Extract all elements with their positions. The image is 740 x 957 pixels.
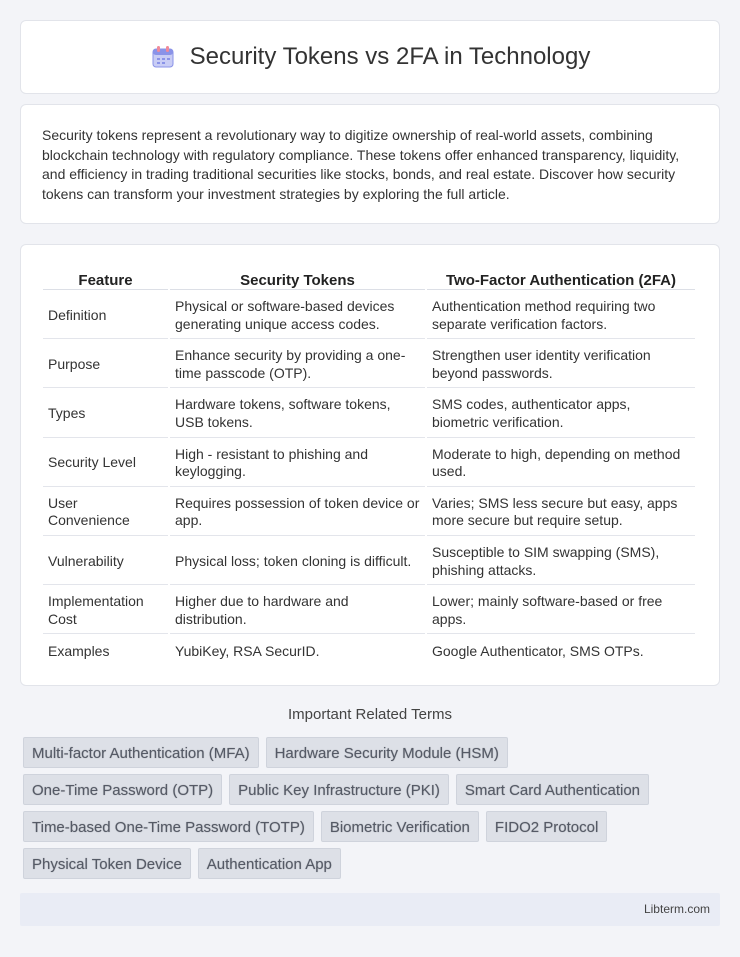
related-term-tag[interactable]: FIDO2 Protocol [486, 811, 607, 842]
feature-cell: Purpose [43, 341, 168, 388]
related-terms-list [23, 737, 713, 885]
feature-cell: Definition [43, 292, 168, 339]
table-row [43, 636, 695, 665]
security-tokens-cell: Enhance security by providing a one-time passcode (OTP). [170, 341, 425, 388]
intro-section [20, 104, 720, 224]
column-header-feature: Feature [43, 269, 168, 290]
related-terms-heading: Important Related Terms [288, 706, 452, 723]
calendar-icon [150, 44, 176, 70]
related-term-tag[interactable]: One-Time Password (OTP) [23, 774, 222, 805]
table-row [43, 440, 695, 487]
comparison-table-card [20, 244, 720, 686]
2fa-cell: Google Authenticator, SMS OTPs. [432, 642, 644, 659]
related-term-tag[interactable]: Smart Card Authentication [456, 774, 649, 805]
table-row [43, 538, 695, 585]
security-tokens-cell: Physical loss; token cloning is difficult. [170, 538, 425, 585]
feature-cell: Types [43, 390, 168, 437]
related-term-tag[interactable]: Physical Token Device [23, 848, 191, 879]
security-tokens-cell: Requires possession of token device or app. [170, 489, 425, 536]
table-row [43, 292, 695, 339]
2fa-cell: Lower; mainly software-based or free apps. [427, 587, 695, 634]
2fa-cell: Moderate to high, depending on method used. [427, 440, 695, 487]
2fa-cell: Strengthen user identity verification beyond passwords. [427, 341, 695, 388]
feature-cell: Vulnerability [43, 538, 168, 585]
security-tokens-cell: YubiKey, RSA SecurID. [175, 642, 320, 659]
2fa-cell: Authentication method requiring two separate verification factors. [427, 292, 695, 339]
2fa-cell: Susceptible to SIM swapping (SMS), phishing attacks. [427, 538, 695, 585]
page-title: Security Tokens vs 2FA in Technology [189, 43, 591, 70]
feature-cell: Security Level [43, 440, 168, 487]
related-term-tag[interactable]: Multi-factor Authentication (MFA) [23, 737, 259, 768]
related-term-tag[interactable]: Authentication App [198, 848, 341, 879]
related-term-tag[interactable]: Biometric Verification [321, 811, 479, 842]
security-tokens-cell: Physical or software-based devices generating unique access codes. [170, 292, 425, 339]
page-header [20, 20, 720, 94]
security-tokens-cell: Hardware tokens, software tokens, USB tokens. [170, 390, 425, 437]
feature-cell: User Convenience [43, 489, 168, 536]
security-tokens-cell: High - resistant to phishing and keylogging. [170, 440, 425, 487]
feature-cell: Examples [48, 642, 110, 659]
related-term-tag[interactable]: Hardware Security Module (HSM) [266, 737, 508, 768]
comparison-table [41, 267, 697, 667]
2fa-cell: SMS codes, authenticator apps, biometric verification. [427, 390, 695, 437]
table-row [43, 390, 695, 437]
footer [20, 893, 720, 926]
column-header-security-tokens: Security Tokens [170, 269, 425, 290]
related-term-tag[interactable]: Time-based One-Time Password (TOTP) [23, 811, 314, 842]
column-header-2fa: Two-Factor Authentication (2FA) [427, 269, 695, 290]
table-header-row [43, 269, 695, 290]
2fa-cell: Varies; SMS less secure but easy, apps more secure but require setup. [427, 489, 695, 536]
footer-site-link[interactable]: Libterm.com [643, 902, 710, 916]
related-term-tag[interactable]: Public Key Infrastructure (PKI) [229, 774, 449, 805]
intro-text: Security tokens represent a revolutionary way to digitize ownership of real-world assets, combining blockchain technology with regulatory compliance. These tokens offer enhanced transparency, liquidity, and efficiency in trading traditional securities like stocks, bonds, and real estate. Discover how security tokens can transform your investment strategies by exploring the full article. [42, 127, 680, 202]
security-tokens-cell: Higher due to hardware and distribution. [170, 587, 425, 634]
table-row [43, 489, 695, 536]
feature-cell: Implementation Cost [43, 587, 168, 634]
table-row [43, 341, 695, 388]
table-row [43, 587, 695, 634]
